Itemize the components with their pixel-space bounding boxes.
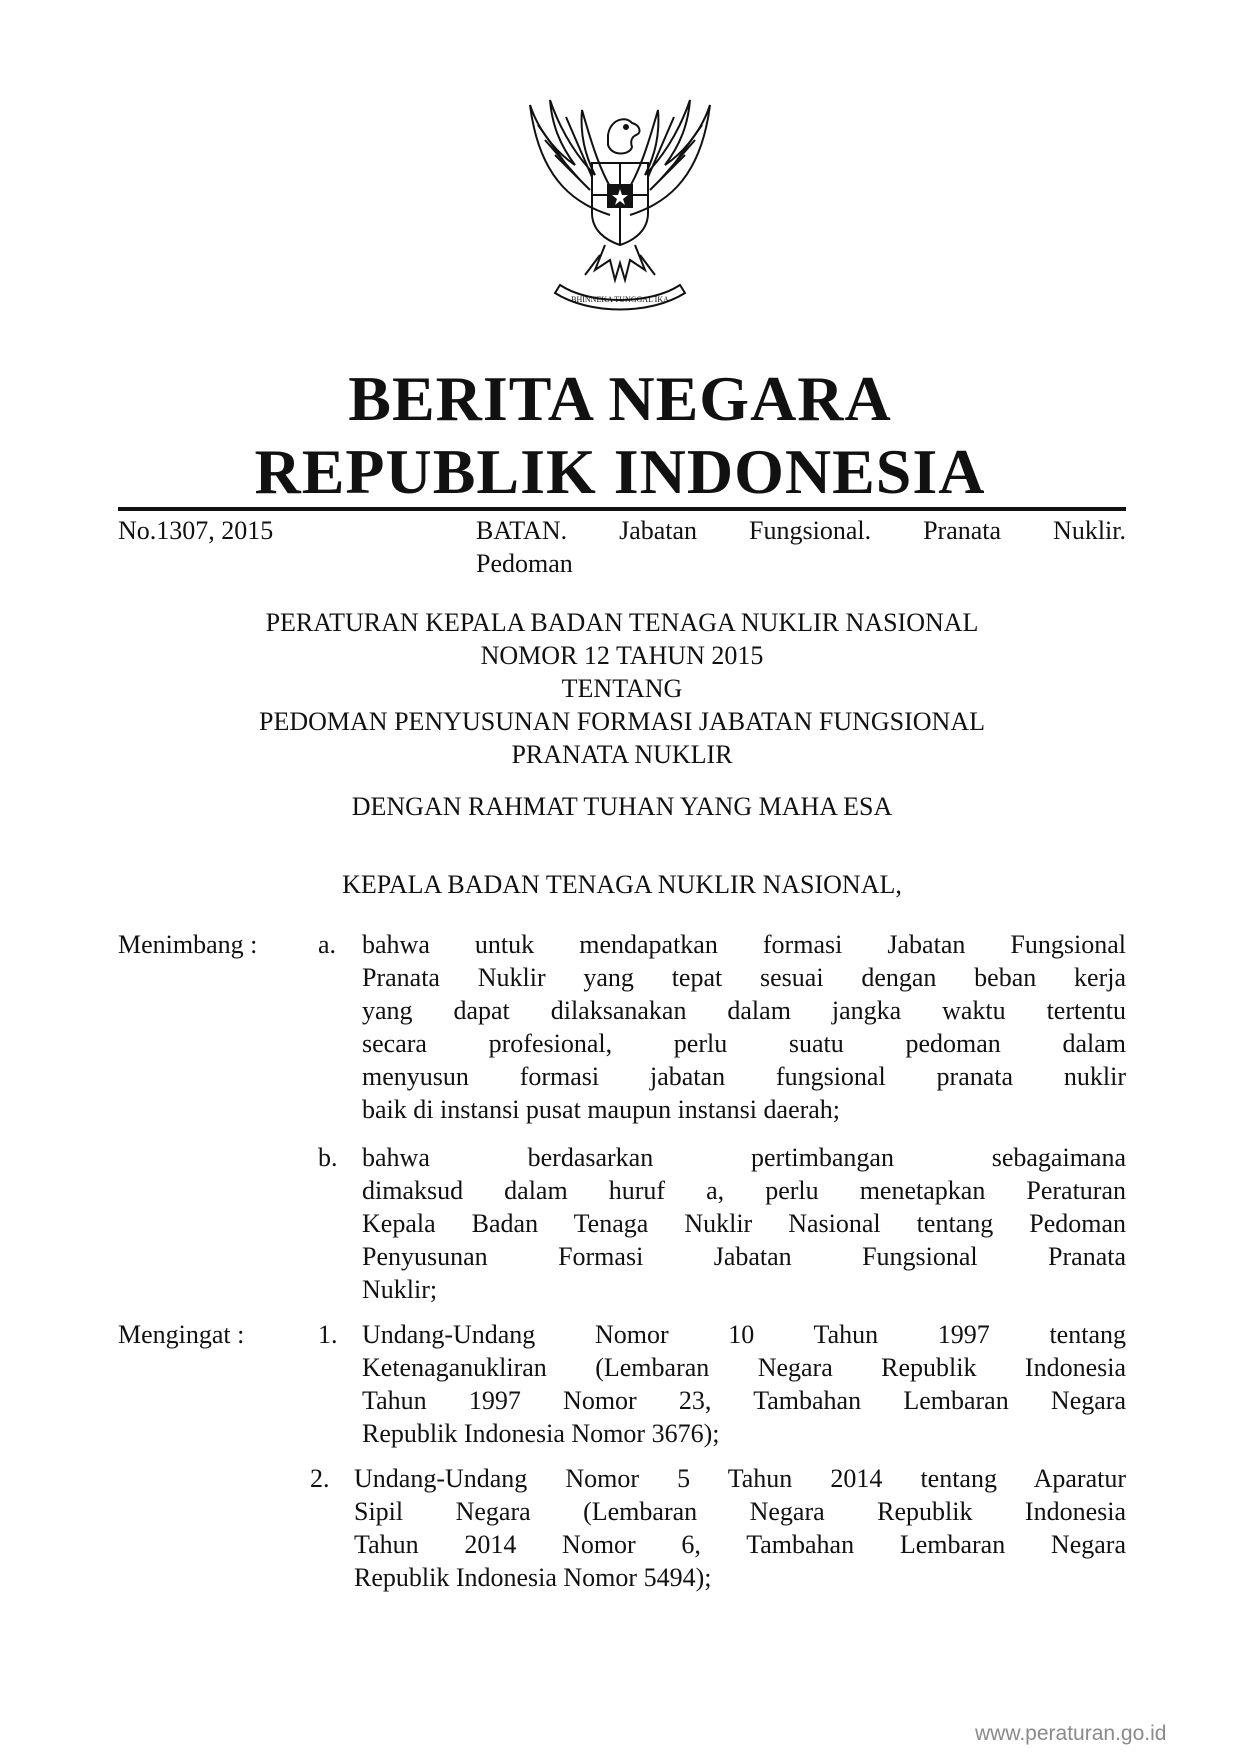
preamble-authority: KEPALA BADAN TENAGA NUKLIR NASIONAL, <box>342 870 902 899</box>
garuda-emblem-icon <box>500 95 740 315</box>
title-line-2: REPUBLIK INDONESIA <box>254 436 986 507</box>
menimbang-label: Menimbang : <box>118 930 258 959</box>
header-divider <box>118 507 1126 511</box>
title-line-1: BERITA NEGARA <box>348 363 892 434</box>
mengingat-item-2: Undang-Undang Nomor 5 Tahun 2014 tentang Aparatur Sipil Negara (Lembaran Negara Republik Indonesia Tahun 2014 Nomor 6, Tambahan Lembaran Negara Republik Indonesia Nomor 5494); <box>354 1464 1126 1592</box>
menimbang-item-b: bahwa berdasarkan pertimbangan sebagaimana dimaksud dalam huruf a, perlu menetapkan Peraturan Kepala Badan Tenaga Nuklir Nasional tentang Pedoman Penyusunan Formasi Jabatan Fungsional Pranata Nuklir; <box>362 1143 1126 1304</box>
preamble-blessing: DENGAN RAHMAT TUHAN YANG MAHA ESA <box>351 792 893 821</box>
item-marker: 1. <box>318 1320 338 1349</box>
item-marker: a. <box>318 930 337 959</box>
svg-text:BHINNEKA TUNGGAL IKA: BHINNEKA TUNGGAL IKA <box>571 295 669 304</box>
regulation-title: PERATURAN KEPALA BADAN TENAGA NUKLIR NASIONAL NOMOR 12 TAHUN 2015 TENTANG PEDOMAN PENYUSUNAN FORMASI JABATAN FUNGSIONAL PRANATA NUKLIR <box>259 608 985 769</box>
gazette-subject: BATAN. Jabatan Fungsional. Pranata Nuklir. Pedoman <box>476 516 1126 578</box>
mengingat-item-1: Undang-Undang Nomor 10 Tahun 1997 tentang Ketenaganukliran (Lembaran Negara Republik Indonesia Tahun 1997 Nomor 23, Tambahan Lembaran Negara Republik Indonesia Nomor 3676); <box>362 1320 1126 1448</box>
item-marker: 2. <box>310 1464 330 1493</box>
item-marker: b. <box>318 1143 338 1172</box>
mengingat-label: Mengingat : <box>118 1320 245 1349</box>
gazette-number: No.1307, 2015 <box>118 516 274 545</box>
menimbang-item-a: bahwa untuk mendapatkan formasi Jabatan Fungsional Pranata Nuklir yang tepat sesuai dengan beban kerja yang dapat dilaksanakan dalam jangka waktu tertentu secara profesional, perlu suatu pedoman dalam menyusun formasi jabatan fungsional pranata nuklir baik di instansi pusat maupun instansi daerah; <box>362 930 1126 1124</box>
footer-url: www.peraturan.go.id <box>975 1722 1167 1745</box>
